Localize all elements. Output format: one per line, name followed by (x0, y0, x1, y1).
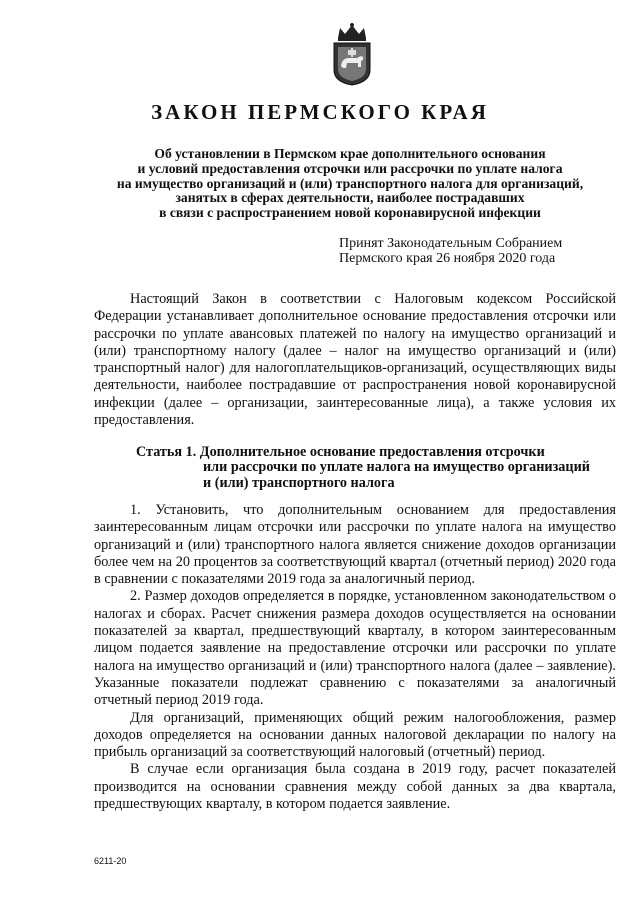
law-subject-line: Об установлении в Пермском крае дополнительного основания (154, 146, 546, 161)
law-title: ЗАКОН ПЕРМСКОГО КРАЯ (151, 100, 489, 124)
law-subject-line: на имущество организаций и (или) транспортного налога для организаций, (116, 175, 584, 191)
law-subject (80, 147, 620, 221)
preamble-paragraph: Настоящий Закон в соответствии с Налоговым кодексом Российской Федерации устанавливает дополнительное основание предоставления отсрочки или рассрочки по уплате авансовых платежей по налогу на имущество организаций и (или) транспортному налогу (далее – налог на имущество организаций и (или) транспортный налог) для налогоплательщиков-организаций, осуществляющих виды деятельности, наиболее пострадавшие от распространения новой коронавирусной инфекции (далее – организации, заинтересованные лица), а также условия их предоставления. (94, 291, 616, 429)
article-paragraph: Для организаций, применяющих общий режим налогообложения, размер доходов определяется на основании данных налоговой декларации по налогу на прибыль организаций за соответствующий налоговый (отчетный) период. (94, 709, 616, 761)
law-subject-line: занятых в сферах деятельности, наиболее пострадавших (175, 190, 525, 206)
article-heading-line: или рассрочки по уплате налога на имущество организаций (203, 459, 590, 476)
law-subject-line: и условий предоставления отсрочки или рассрочки по уплате налога (137, 160, 563, 176)
article-1-heading (136, 445, 626, 491)
adoption-note-line: Принят Законодательным Собранием (339, 236, 563, 251)
perm-krai-coat-of-arms-icon (330, 22, 374, 86)
article-paragraph: В случае если организация была создана в 2019 году, расчет показателей производится на основании сравнения между собой данных за два квартала, предшествующих кварталу, в котором подается заявление. (94, 761, 616, 813)
article-paragraph: 1. Установить, что дополнительным основанием для предоставления заинтересованным лицам отсрочки или рассрочки по уплате налога на имущество организаций и (или) транспортного налога является снижение доходов организации более чем на 20 процентов за соответствующий квартал (отчетный период) 2020 года в сравнении с показателями 2019 года за аналогичный период. (94, 502, 616, 588)
article-1-body (94, 502, 616, 813)
document-code: 6211-20 (94, 856, 127, 866)
preamble (94, 291, 616, 429)
article-heading-line: и (или) транспортного налога (203, 474, 395, 491)
law-subject-line: в связи с распространением новой коронавирусной инфекции (159, 205, 541, 221)
article-paragraph: 2. Размер доходов определяется в порядке, установленном законодательством о налогах и сборах. Расчет снижения размера доходов осуществляется на основании показателей за квартал, предшествующий кварталу, в котором заинтересованным лицом подается заявление на предоставление отсрочки или рассрочки по уплате налога на имущество организаций и (или) транспортного налога (далее – заявление). Указанные показатели подлежат сравнению с показателями за аналогичный отчетный период 2019 года. (94, 588, 616, 709)
adoption-note (339, 236, 562, 266)
article-heading-line: Статья 1. Дополнительное основание предоставления отсрочки (136, 444, 545, 460)
adoption-note-line: Пермского края 26 ноября 2020 года (339, 251, 556, 266)
